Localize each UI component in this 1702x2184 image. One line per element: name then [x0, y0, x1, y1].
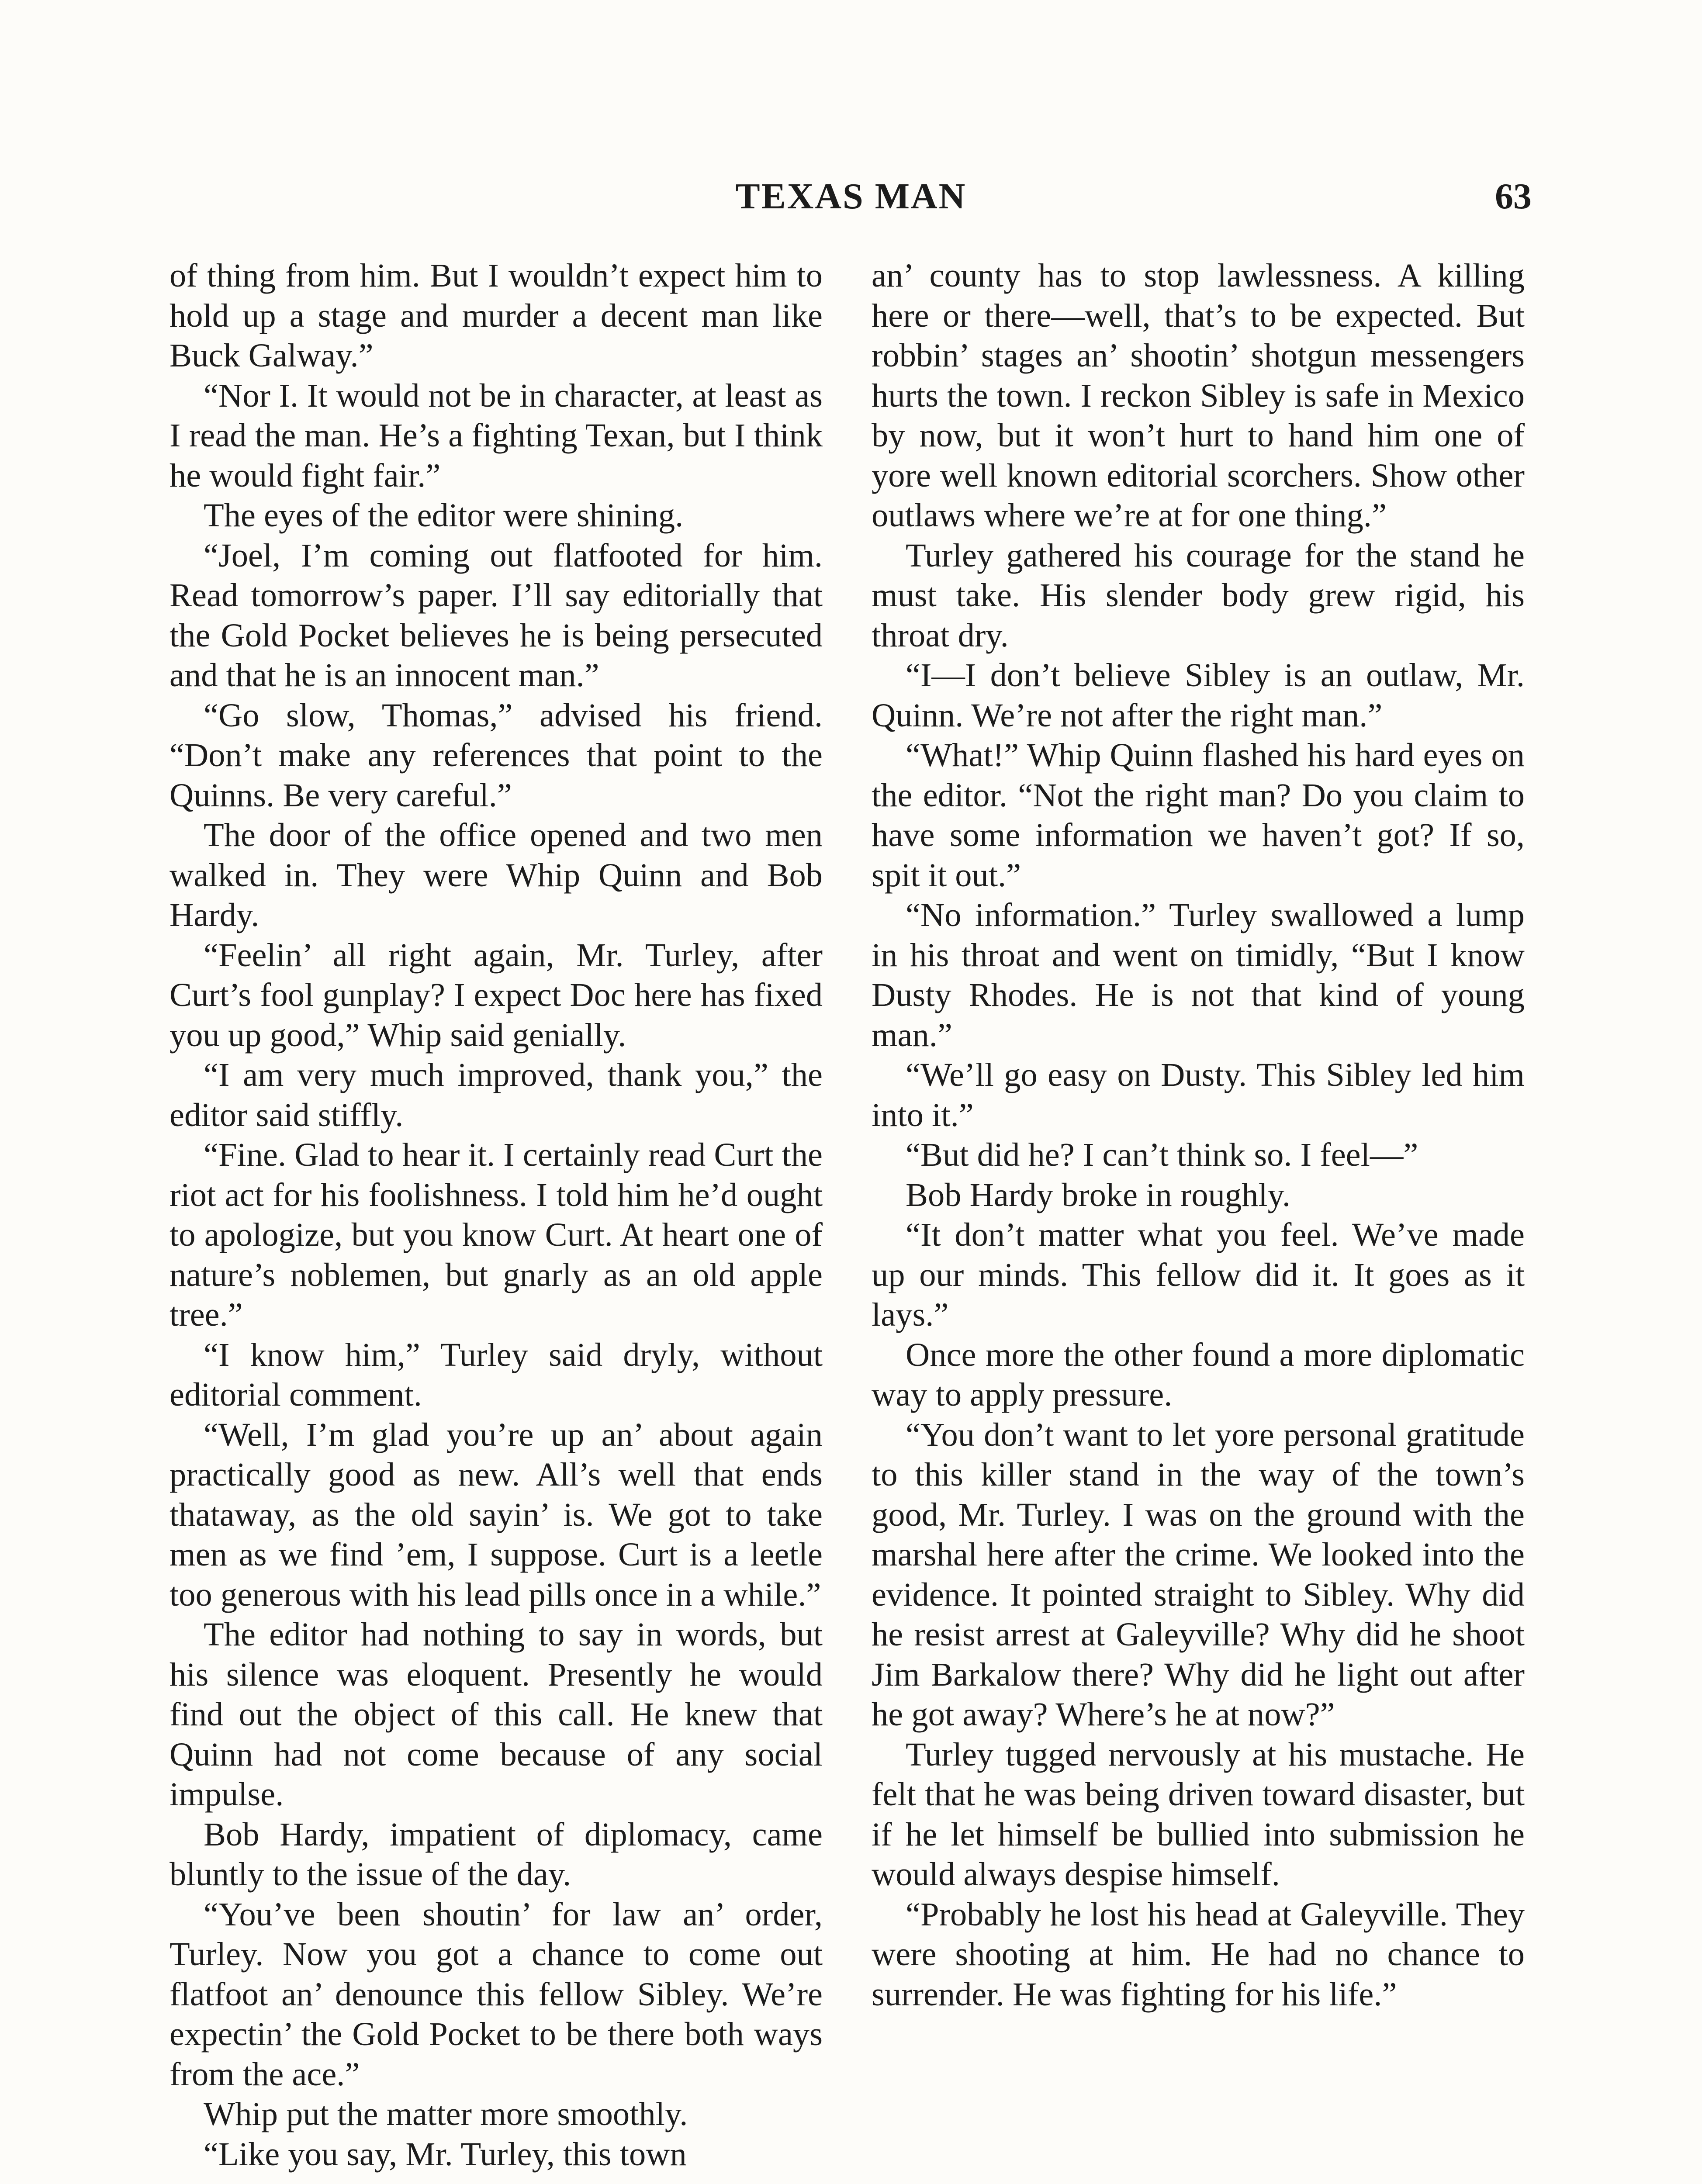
paragraph: “We’ll go easy on Dusty. This Sibley led him into it.” [872, 1056, 1525, 1133]
paragraph: Whip put the matter more smoothly. [204, 2095, 688, 2132]
paragraph: “What!” Whip Quinn flashed his hard eyes on the editor. “Not the right man? Do you claim to have some information we haven’t got? If so, spit it out.” [872, 736, 1525, 894]
paragraph: Bob Hardy, impatient of diplomacy, came bluntly to the issue of the day. [170, 1815, 823, 1893]
right-text-column [872, 256, 1525, 2014]
paragraph: “Nor I. It would not be in character, at least as I read the man. He’s a fighting Texan, but I think he would fight fair.” [170, 377, 823, 494]
left-text-column [170, 256, 823, 2174]
paragraph: The eyes of the editor were shining. [204, 497, 684, 534]
paragraph: “Joel, I’m coming out flatfooted for him. Read tomorrow’s paper. I’ll say editorially that the Gold Pocket believes he is being persecuted and that he is an innocent man.” [170, 536, 823, 694]
running-head [0, 173, 1702, 221]
paragraph: “But did he? I can’t think so. I feel—” [906, 1136, 1418, 1173]
paragraph: “Well, I’m glad you’re up an’ about again practically good as new. All’s well that ends thataway, as the old sayin’ is. We got to take men as we find ’em, I suppose. Curt is a leetle too generous with his lead pills once in a while.” [170, 1416, 823, 1613]
paragraph: “You’ve been shoutin’ for law an’ order, Turley. Now you got a chance to come out flatfoot an’ denounce this fellow Sibley. We’re expectin’ the Gold Pocket to be there both ways from the ace.” [170, 1895, 823, 2093]
page-number: 63 [1495, 176, 1532, 217]
paragraph: “Probably he lost his head at Galeyville. They were shooting at him. He had no chance to surrender. He was fighting for his life.” [872, 1895, 1525, 2013]
paragraph: The editor had nothing to say in words, but his silence was eloquent. Presently he would find out the object of this call. He knew that Quinn had not come because of any social impulse. [170, 1616, 823, 1813]
paragraph: of thing from him. But I wouldn’t expect him to hold up a stage and murder a decent man like Buck Galway.” [170, 257, 823, 374]
paragraph: “I—I don’t believe Sibley is an outlaw, Mr. Quinn. We’re not after the right man.” [872, 657, 1525, 734]
paragraph: “Go slow, Thomas,” advised his friend. “Don’t make any references that point to the Quinns. Be very careful.” [170, 696, 823, 814]
paragraph: “No information.” Turley swallowed a lump in his throat and went on timidly, “But I know Dusty Rhodes. He is not that kind of young man.” [872, 896, 1525, 1054]
paragraph: Turley tugged nervously at his mustache. He felt that he was being driven toward disaster, but if he let himself be bullied into submission he would always despise himself. [872, 1735, 1525, 1893]
paragraph: “I know him,” Turley said dryly, without editorial comment. [170, 1336, 823, 1413]
paragraph: Turley gathered his courage for the stand he must take. His slender body grew rigid, his throat dry. [872, 536, 1525, 654]
paragraph: The door of the office opened and two men walked in. They were Whip Quinn and Bob Hardy. [170, 816, 823, 933]
paragraph: “Fine. Glad to hear it. I certainly read Curt the riot act for his foolishness. I told him he’d ought to apologize, but you know Curt. At heart one of nature’s noblemen, but gnarly as an old apple tree.” [170, 1136, 823, 1333]
paragraph: “Feelin’ all right again, Mr. Turley, after Curt’s fool gunplay? I expect Doc here has fixed you up good,” Whip said genially. [170, 936, 823, 1054]
paragraph: “You don’t want to let yore personal gratitude to this killer stand in the way of the town’s good, Mr. Turley. I was on the ground with the marshal here after the crime. We looked into the evidence. It pointed straight to Sibley. Why did he resist arrest at Galeyville? Why did he shoot Jim Barkalow there? Why did he light out after he got away? Where’s he at now?” [872, 1416, 1525, 1733]
paragraph: Bob Hardy broke in roughly. [906, 1176, 1291, 1213]
paragraph: Once more the other found a more diplomatic way to apply pressure. [872, 1336, 1525, 1413]
paragraph: “I am very much improved, thank you,” the editor said stiffly. [170, 1056, 823, 1133]
paragraph: “It don’t matter what you feel. We’ve made up our minds. This fellow did it. It goes as it lays.” [872, 1216, 1525, 1333]
book-title: TEXAS MAN [735, 176, 967, 217]
paragraph: an’ county has to stop lawlessness. A killing here or there—well, that’s to be expected. But robbin’ stages an’ shootin’ shotgun messengers hurts the town. I reckon Sibley is safe in Mexico by now, but it won’t hurt to hand him one of yore well known editorial scorchers. Show other outlaws where we’re at for one thing.” [872, 257, 1525, 534]
paragraph: “Like you say, Mr. Turley, this town [204, 2135, 687, 2173]
